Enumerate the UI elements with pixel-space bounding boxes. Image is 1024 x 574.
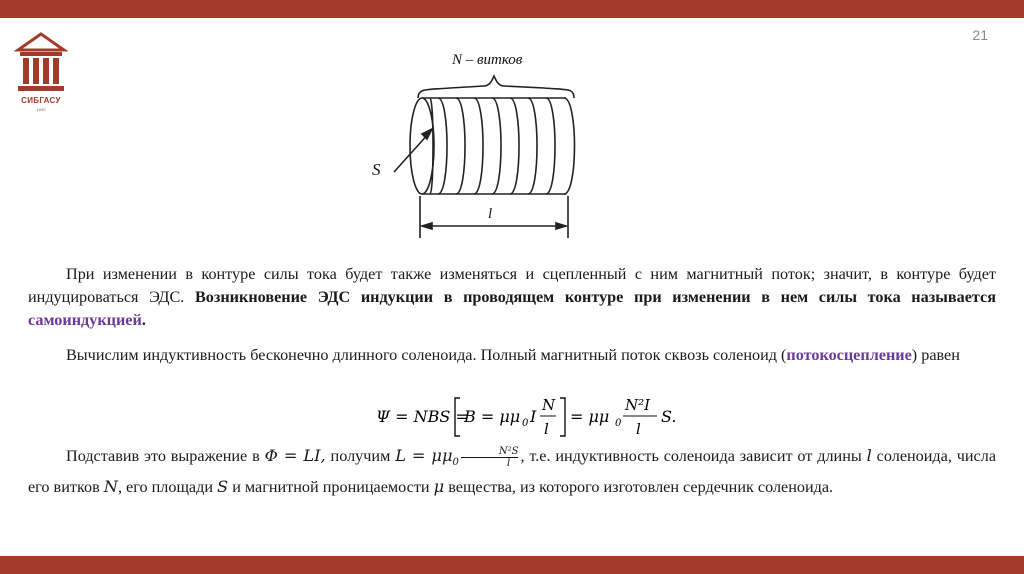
- turns-label: N – витков: [452, 52, 523, 68]
- university-building-icon: [14, 32, 68, 94]
- page-number: 21: [972, 27, 988, 43]
- area-label: S: [372, 160, 381, 179]
- sym-length: l: [866, 446, 872, 465]
- formula-b-eq: B = μμ: [464, 407, 521, 426]
- para1-end: .: [141, 311, 146, 329]
- formula-frac2-den: l: [636, 420, 641, 438]
- sym-area: S: [217, 477, 229, 497]
- paragraph-flux-linkage: [28, 344, 996, 367]
- para3-part6: и магнитной проницаемости: [228, 478, 434, 497]
- solenoid-drawing: [360, 46, 600, 242]
- para1-text: При изменении в контуре силы тока будет также изменяться и сцепленный с ним магнитный поток; значит, в контуре будет индуцироваться ЭДС.: [28, 265, 996, 306]
- para3-part2: получим: [325, 447, 396, 465]
- para2-text: Вычислим индуктивность бесконечно длинного соленоида. Полный магнитный поток сквозь соленоид (: [66, 346, 787, 364]
- formula-frac1-num: N: [542, 396, 556, 414]
- paragraph-inductance-result: [28, 444, 996, 499]
- para3-part7: вещества, из которого изготовлен сердечник соленоида.: [444, 478, 834, 497]
- term-flux-linkage: потокосцепление: [786, 346, 912, 364]
- paragraph-self-induction: [28, 263, 996, 332]
- inductance-frac-den: l: [507, 457, 511, 469]
- logo-year: 1930: [36, 107, 46, 112]
- sym-turns: N: [103, 477, 118, 497]
- bottom-accent-bar: [0, 556, 1024, 574]
- sym-permeability: μ: [433, 477, 445, 497]
- university-logo: [14, 32, 68, 116]
- formula-eq2: = μμ: [570, 407, 610, 426]
- para3-part3: , т.е. индуктивность соленоида зависит от длины: [520, 447, 867, 465]
- para3-part5: , его площади: [117, 478, 218, 497]
- phi-equation: Φ = LI,: [264, 446, 326, 465]
- para3-part1: Подставив это выражение в: [66, 447, 265, 465]
- formula-tail: S.: [661, 407, 677, 426]
- length-label: l: [488, 206, 493, 222]
- inductance-eq-sub: 0: [452, 457, 459, 469]
- para1-bold-definition: Возникновение ЭДС индукции в проводящем контуре при изменении в нем силы тока называется: [194, 288, 996, 306]
- term-self-induction: самоиндукцией: [28, 311, 142, 329]
- formula-b-sub: 0: [522, 418, 529, 429]
- para2-end: ) равен: [911, 346, 960, 364]
- inductance-frac-num: N²S: [461, 446, 519, 458]
- formula-frac1-den: l: [544, 420, 549, 438]
- top-accent-bar: [0, 0, 1024, 18]
- formula-eq2-sub: 0: [615, 418, 622, 429]
- formula-lhs: Ψ = NBS =: [376, 407, 469, 426]
- formula-b-current: I: [530, 407, 537, 426]
- logo-name: СИБГАСУ: [21, 96, 61, 105]
- inductance-eq: L = μμ: [395, 446, 453, 465]
- solenoid-figure: [360, 46, 600, 242]
- formula-graphic: [376, 388, 706, 442]
- para3-part4: соленоида, числа его витков: [28, 447, 997, 497]
- inductance-fraction: [461, 446, 519, 469]
- flux-linkage-formula: [376, 388, 706, 442]
- formula-frac2-num: N²I: [625, 396, 651, 414]
